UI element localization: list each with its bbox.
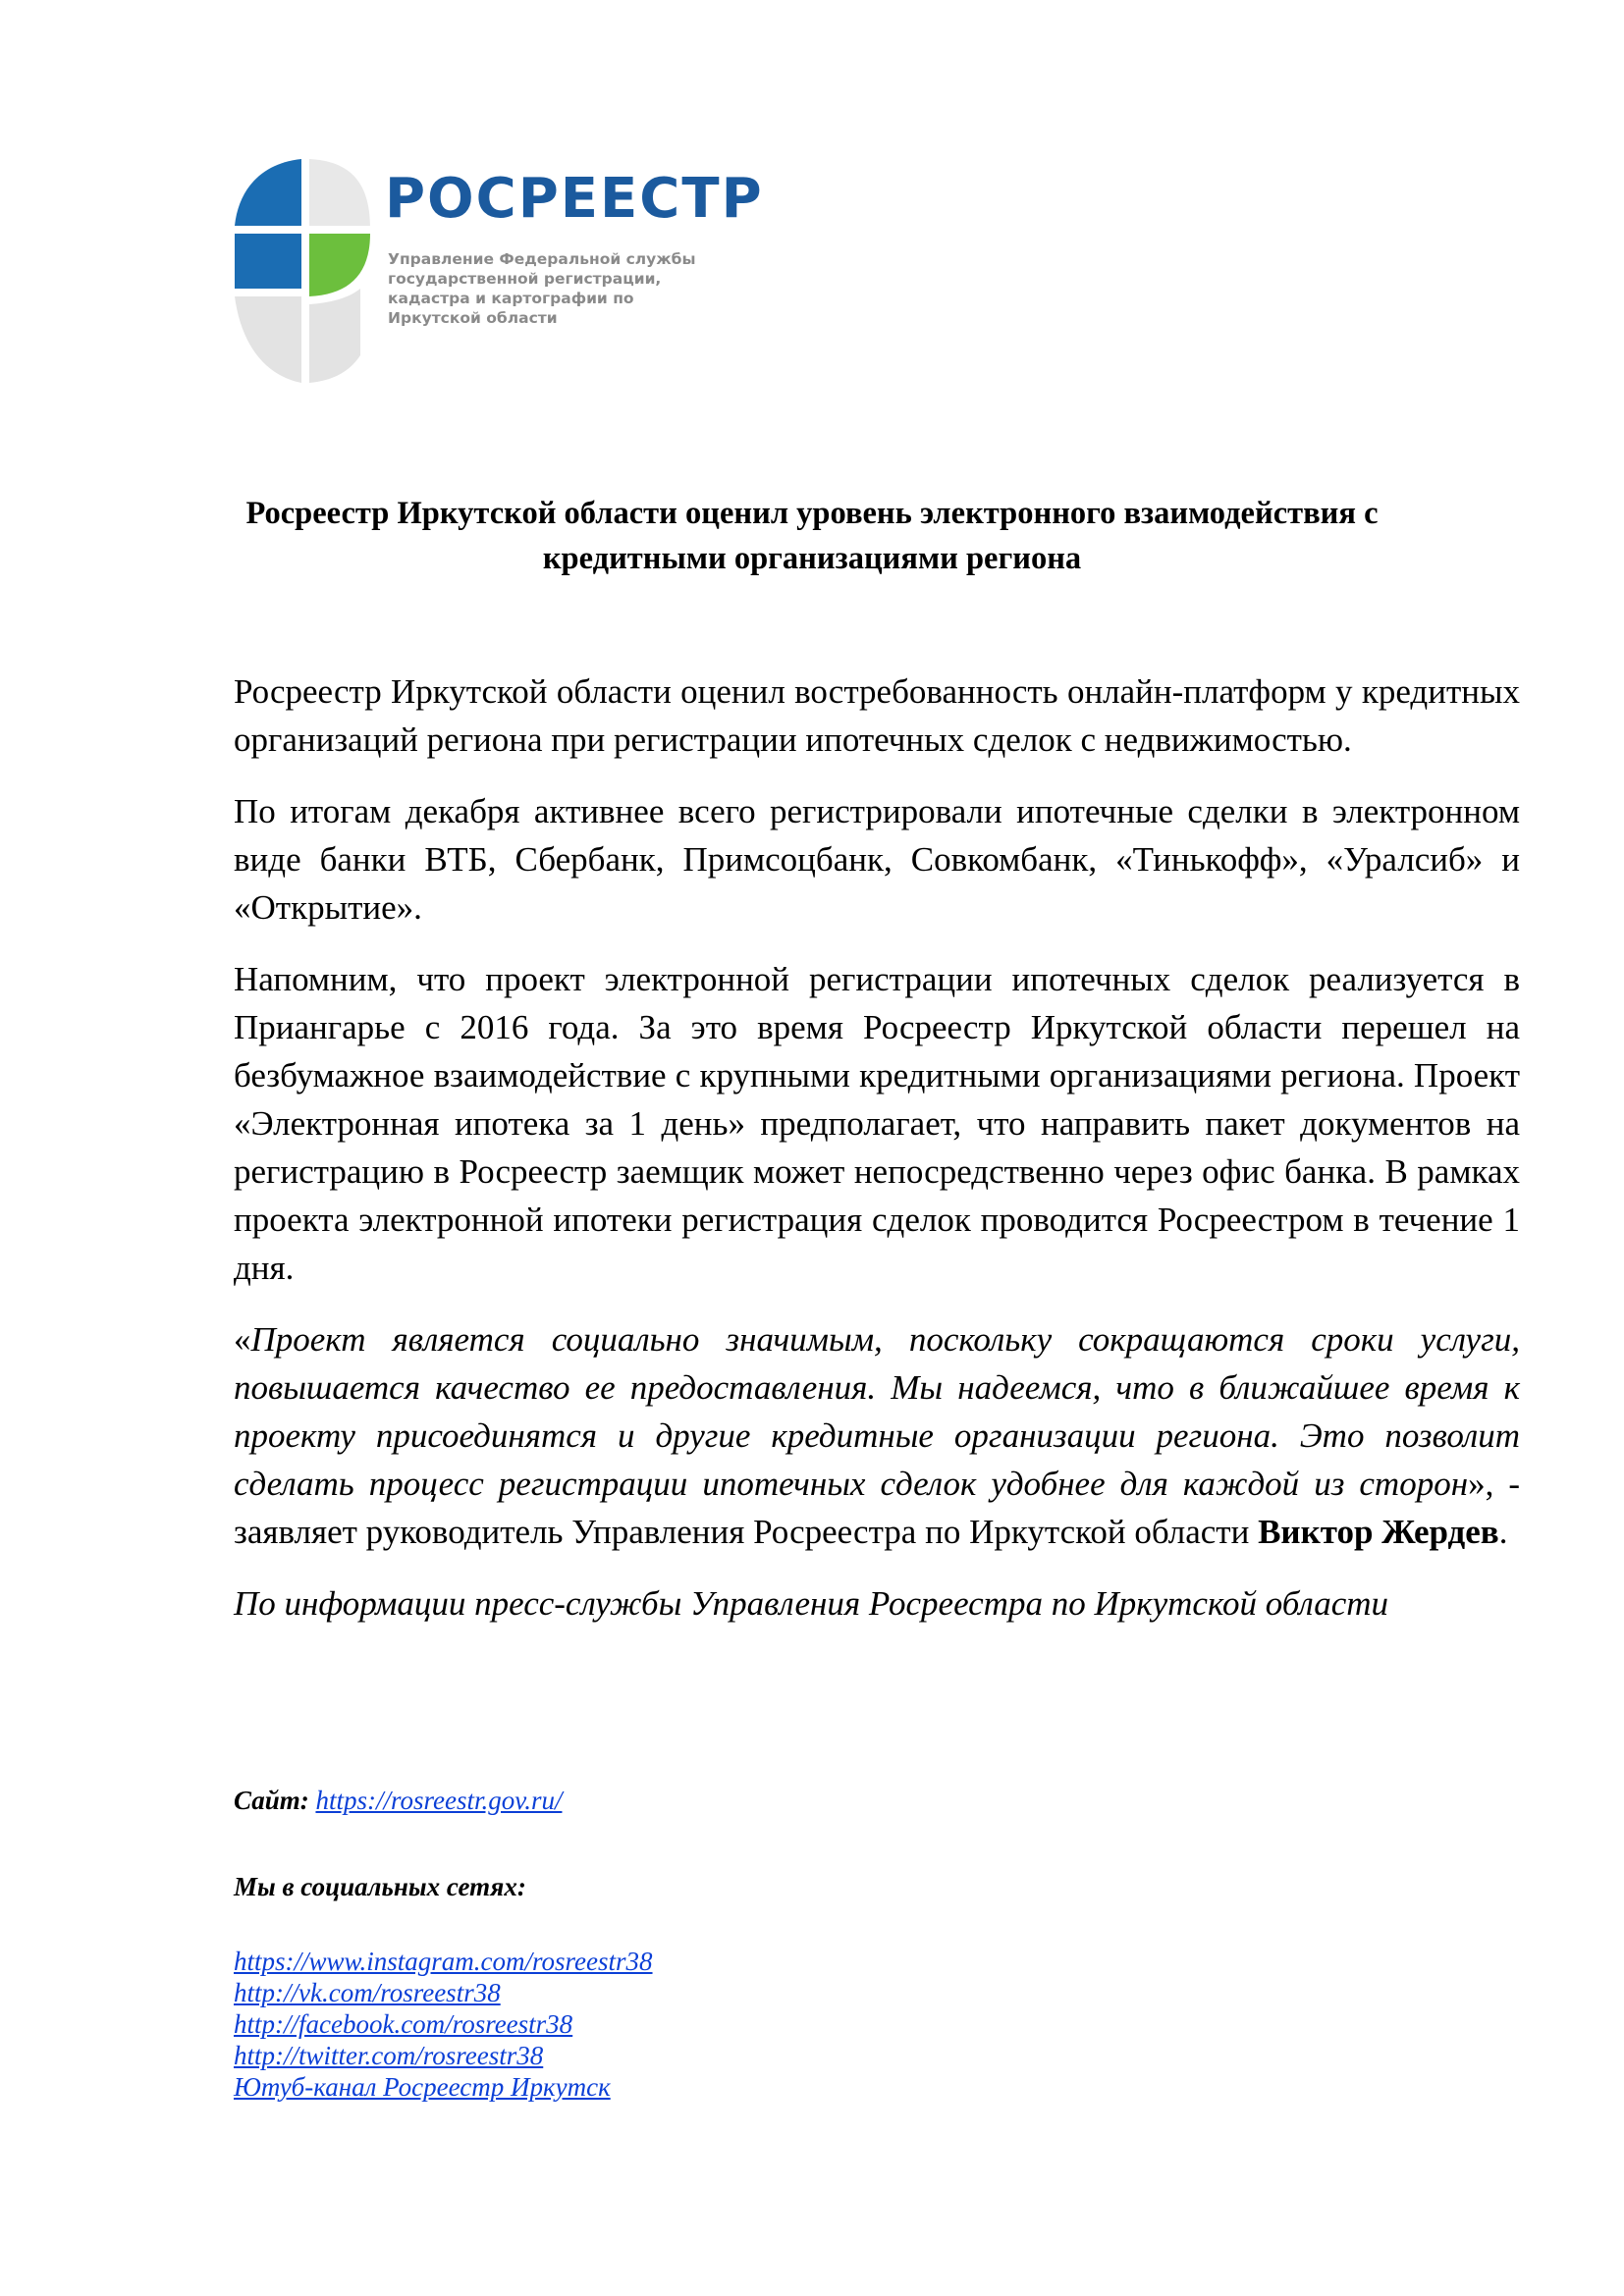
press-release-title: Росреестр Иркутской области оценил уровень электронного взаимодействия с кредитными организациями региона xyxy=(245,496,1379,576)
list-item xyxy=(234,2008,1019,2040)
paragraph-online-platforms: Росреестр Иркутской области оценил востребованность онлайн-платформ у кредитных организаций региона при регистрации ипотечных сделок с недвижимостью. xyxy=(234,672,1520,759)
social-heading: Мы в социальных сетях: xyxy=(234,1872,526,1901)
vk-link[interactable]: http://vk.com/rosreestr38 xyxy=(234,1978,501,2007)
facebook-link[interactable]: http://facebook.com/rosreestr38 xyxy=(234,2009,573,2039)
list-item xyxy=(234,1977,1019,2008)
site-link[interactable]: https://rosreestr.gov.ru/ xyxy=(315,1786,563,1815)
social-links-list xyxy=(234,1946,1019,2103)
quote-end: . xyxy=(1498,1513,1508,1551)
list-item xyxy=(234,2040,1019,2071)
quote-paragraph xyxy=(234,1315,1520,1556)
paragraph-project-history: Напомним, что проект электронной регистрации ипотечных сделок реализуется в Приангарье с 2016 года. За это время Росреестр Иркутской области перешел на безбумажное взаимодействие с крупными кредитными организациями региона. Проект «Электронная ипотека за 1 день» предполагает, что направить пакет документов на регистрацию в Росреестр заемщик может непосредственно через офис банка. В рамках проекта электронной ипотеки регистрация сделок проводится Росреестром в течение 1 дня. xyxy=(234,960,1520,1287)
emblem-blue-block xyxy=(235,234,301,289)
contacts-section xyxy=(234,1785,1019,2103)
list-item xyxy=(234,2071,1019,2103)
emblem-gray-top-right xyxy=(309,159,370,228)
site-label: Сайт: xyxy=(234,1786,309,1815)
emblem-green-segment xyxy=(309,234,370,296)
rosreestr-logo xyxy=(233,159,900,385)
youtube-link[interactable]: Ютуб-канал Росреестр Иркутск xyxy=(234,2072,611,2102)
quote-text: Проект является социально значимым, поскольку сокращаются сроки услуги, повышается качество ее предоставления. Мы надеемся, что в ближайшее время к проекту присоединятся и другие кредитные организации региона. Это позволит сделать процесс регистрации ипотечных сделок удобнее для каждой из сторон xyxy=(234,1320,1520,1503)
quote-attribution: », - заявляет руководитель Управления Росреестра по Иркутской области xyxy=(234,1465,1521,1551)
press-release-body xyxy=(234,667,1520,1628)
press-service-credit: По информации пресс-службы Управления Росреестра по Иркутской области xyxy=(234,1584,1389,1623)
paragraph-december-results: По итогам декабря активнее всего регистрировали ипотечные сделки в электронном виде банки ВТБ, Сбербанк, Примсоцбанк, Совкомбанк, «Тинькофф», «Уралсиб» и «Открытие». xyxy=(234,792,1520,927)
site-row xyxy=(234,1785,1019,1816)
emblem-blue-segment xyxy=(235,159,301,226)
twitter-link[interactable]: http://twitter.com/rosreestr38 xyxy=(234,2041,544,2070)
list-item xyxy=(234,1946,1019,1977)
logo-subtitle: Управление Федеральной службы государственной регистрации, кадастра и картографии по Иркутской области xyxy=(388,250,696,327)
logo-title: РОСРЕЕСТР xyxy=(385,167,764,231)
emblem-gray-bottom-right xyxy=(309,289,360,383)
quote-open-mark: « xyxy=(234,1320,251,1359)
emblem-gray-segment xyxy=(235,296,301,383)
instagram-link[interactable]: https://www.instagram.com/rosreestr38 xyxy=(234,1947,653,1976)
speaker-name: Виктор Жердев xyxy=(1258,1513,1499,1551)
